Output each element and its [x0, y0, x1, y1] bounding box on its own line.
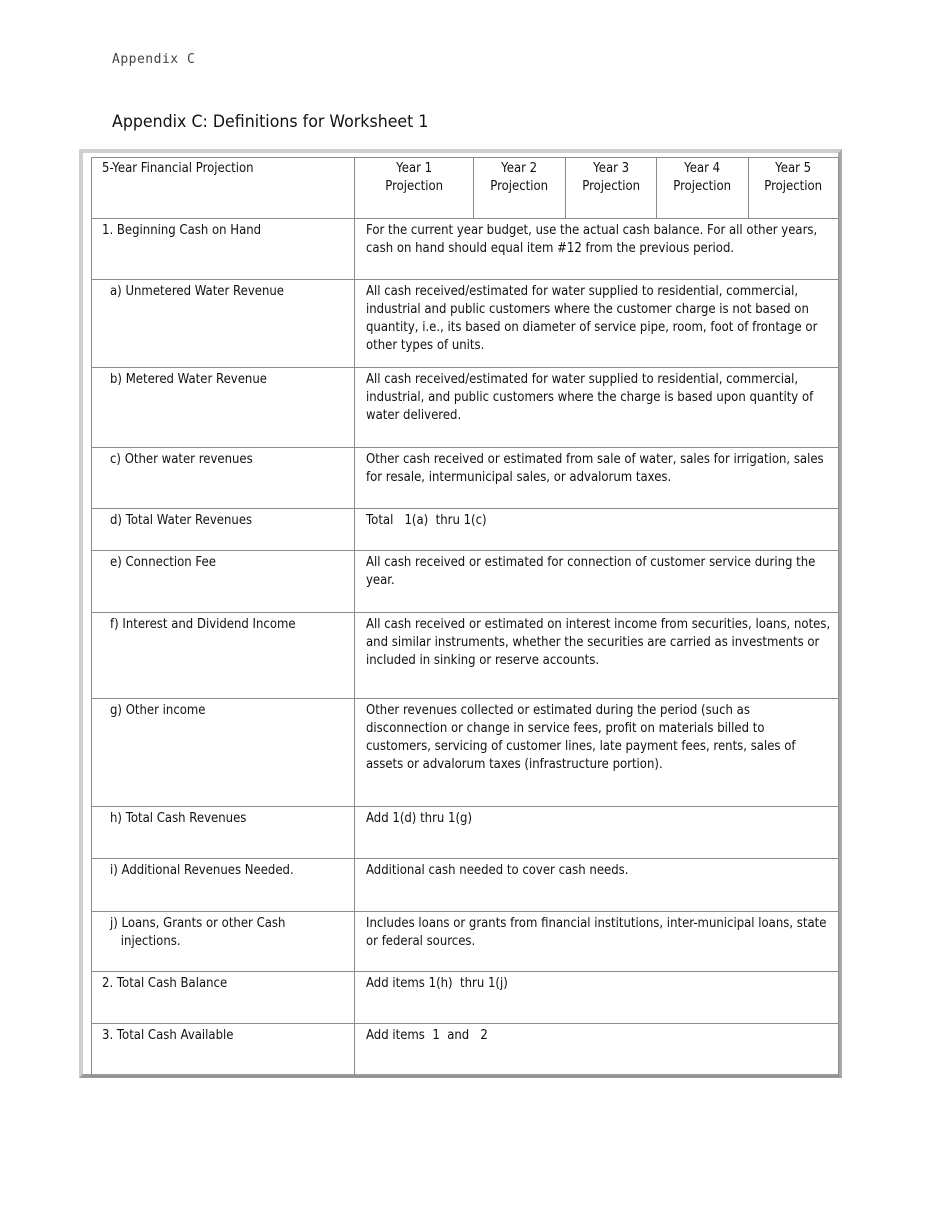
header-year-5: Year 5 Projection — [749, 158, 839, 219]
term-cell: 1. Beginning Cash on Hand — [92, 219, 355, 280]
term-cell: i) Additional Revenues Needed. — [92, 859, 355, 912]
definitions-table — [91, 157, 839, 1077]
definition-cell: Other revenues collected or estimated during the period (such as disconnection or change in service fees, profit on materials billed to customers, servicing of customer lines, late payment fees, rents, sales of assets or advalorum taxes (infrastructure portion). — [355, 699, 839, 807]
definition-cell: All cash received/estimated for water supplied to residential, commercial, industrial and public customers where the customer charge is not based on quantity, i.e., its based on diameter of service pipe, room, foot of frontage or other types of units. — [355, 280, 839, 368]
term-cell: e) Connection Fee — [92, 551, 355, 613]
page-header-label: Appendix C — [112, 52, 196, 67]
header-year-4: Year 4 Projection — [657, 158, 749, 219]
definition-cell: Add items 1 and 2 — [355, 1024, 839, 1077]
table-row — [92, 551, 839, 613]
header-year-1: Year 1 Projection — [355, 158, 474, 219]
definition-cell: Total 1(a) thru 1(c) — [355, 509, 839, 551]
table-row — [92, 219, 839, 280]
document-title: Appendix C: Definitions for Worksheet 1 — [112, 112, 429, 132]
table-row — [92, 699, 839, 807]
definition-cell: All cash received or estimated on interest income from securities, loans, notes, and similar instruments, whether the securities are carried as investments or included in sinking or reserve accounts. — [355, 613, 839, 699]
definition-cell: For the current year budget, use the actual cash balance. For all other years, cash on hand should equal item #12 from the previous period. — [355, 219, 839, 280]
table-row — [92, 509, 839, 551]
table-row — [92, 280, 839, 368]
definition-cell: All cash received/estimated for water supplied to residential, commercial, industrial, and public customers where the charge is based upon quantity of water delivered. — [355, 368, 839, 448]
table-row — [92, 1024, 839, 1077]
term-cell: a) Unmetered Water Revenue — [92, 280, 355, 368]
term-cell: f) Interest and Dividend Income — [92, 613, 355, 699]
table-row — [92, 807, 839, 859]
definition-cell: Additional cash needed to cover cash needs. — [355, 859, 839, 912]
table-row — [92, 972, 839, 1024]
definition-cell: Add items 1(h) thru 1(j) — [355, 972, 839, 1024]
term-cell: j) Loans, Grants or other Cash injections. — [92, 912, 355, 972]
table-row — [92, 859, 839, 912]
definition-cell: Add 1(d) thru 1(g) — [355, 807, 839, 859]
term-cell: 3. Total Cash Available — [92, 1024, 355, 1077]
table-row — [92, 912, 839, 972]
term-cell: g) Other income — [92, 699, 355, 807]
table-row — [92, 613, 839, 699]
definition-cell: All cash received or estimated for connection of customer service during the year. — [355, 551, 839, 613]
header-year-2: Year 2 Projection — [474, 158, 566, 219]
definition-cell: Includes loans or grants from financial institutions, inter-municipal loans, state or federal sources. — [355, 912, 839, 972]
term-cell: 2. Total Cash Balance — [92, 972, 355, 1024]
term-cell: h) Total Cash Revenues — [92, 807, 355, 859]
definitions-table-frame — [79, 149, 842, 1078]
definition-cell: Other cash received or estimated from sale of water, sales for irrigation, sales for resale, intermunicipal sales, or advalorum taxes. — [355, 448, 839, 509]
table-row — [92, 448, 839, 509]
term-cell: d) Total Water Revenues — [92, 509, 355, 551]
term-cell: c) Other water revenues — [92, 448, 355, 509]
term-cell: b) Metered Water Revenue — [92, 368, 355, 448]
table-row — [92, 368, 839, 448]
header-year-3: Year 3 Projection — [566, 158, 657, 219]
header-corner-cell: 5-Year Financial Projection — [92, 158, 355, 219]
table-header-row — [92, 158, 839, 219]
